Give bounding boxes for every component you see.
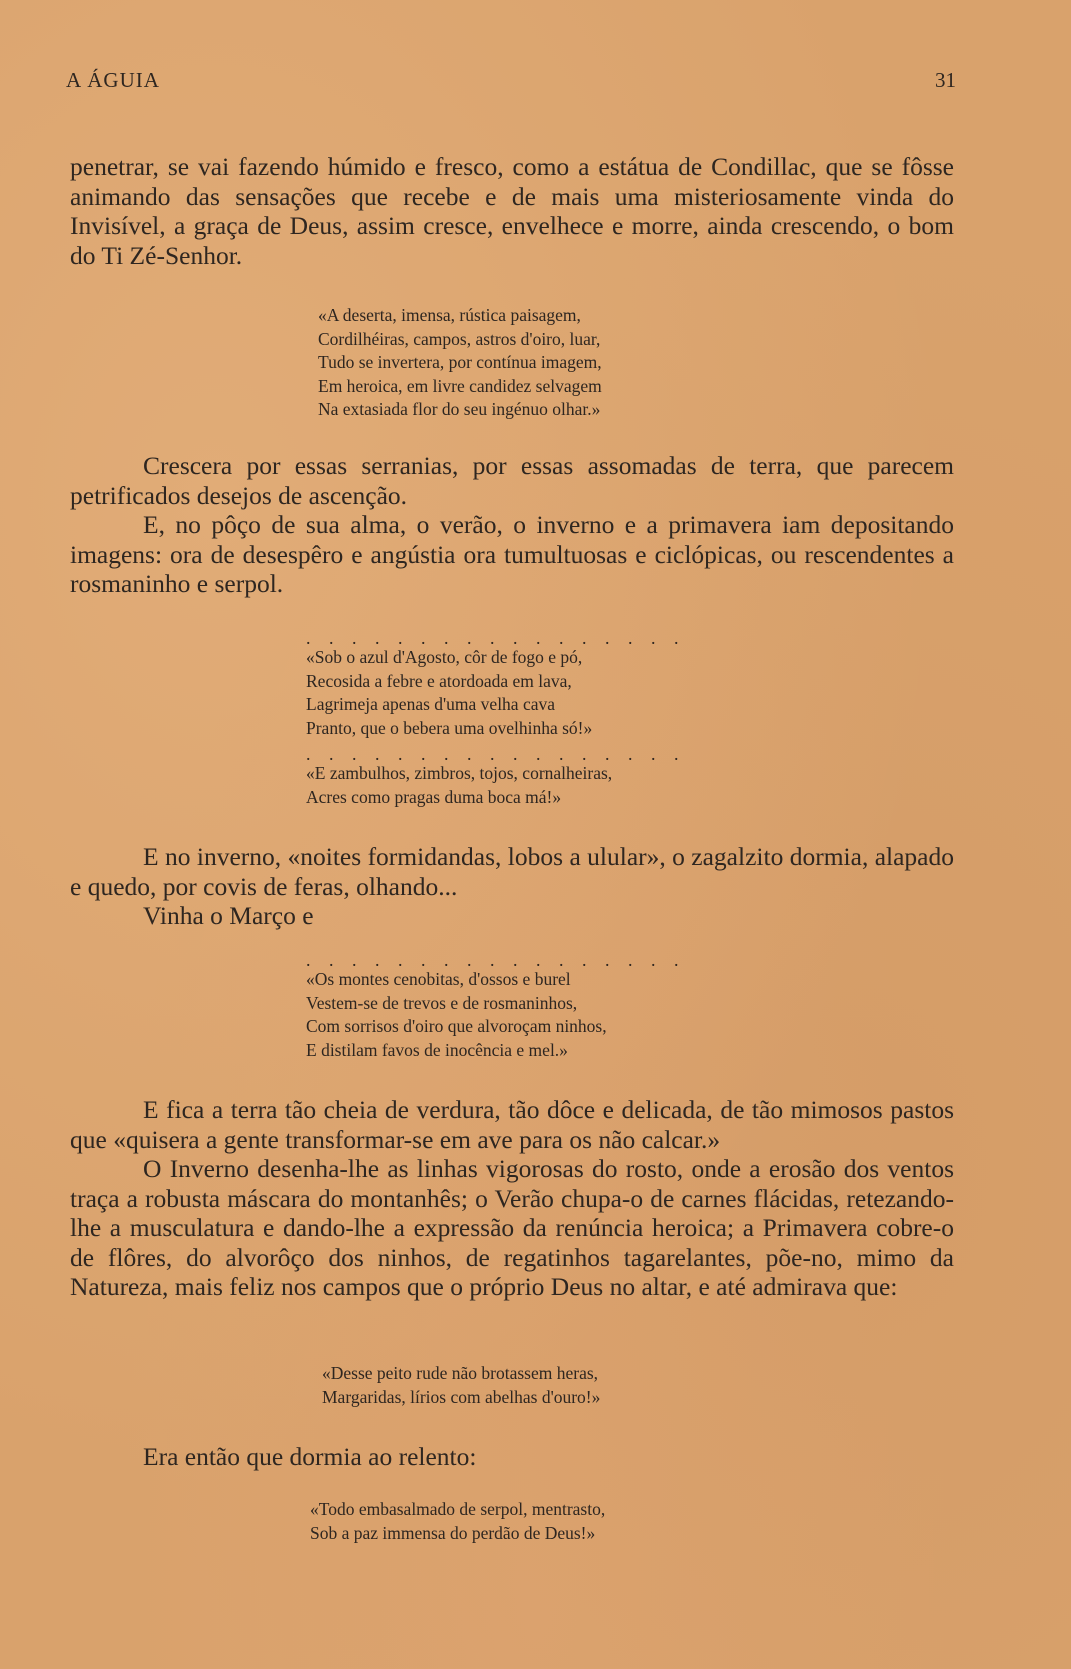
verse-line: Margaridas, lírios com abelhas d'ouro!» (322, 1386, 601, 1407)
ellipsis-dots: . . . . . . . . . . . . . . . . . (306, 744, 686, 764)
paragraph-2 (70, 451, 954, 599)
verse-line: Em heroica, em livre candidez selvagem (318, 375, 602, 396)
paragraph-text: O Inverno desenha-lhe as linhas vigorosas do rosto, onde a erosão dos ventos traça a robusta máscara do montanhês; o Verão chupa-o de carnes flácidas, retezando-lhe a musculatura e dando-lhe a expressão da renúncia heroica; a Primavera cobre-o de flôres, do alvorôço dos ninhos, de regatinhos tagarelantes, põe-no, mimo da Natureza, mais feliz nos campos que o próprio Deus no altar, e até admirava que: (70, 1154, 954, 1301)
verse-quote-5 (310, 1498, 605, 1545)
verse-line: Acres como pragas duma boca má!» (306, 786, 562, 807)
paragraph-text: Vinha o Março e (143, 901, 314, 930)
verse-line: Tudo se invertera, por contínua imagem, (318, 352, 602, 372)
ellipsis-dots: . . . . . . . . . . . . . . . . . (306, 950, 686, 970)
verse-line: «Desse peito rude não brotassem heras, (322, 1363, 599, 1383)
verse-line: Recosida a febre e atordoada em lava, (306, 670, 572, 691)
paragraph-1 (70, 152, 954, 270)
paragraph-text: E fica a terra tão cheia de verdura, tão dôce e delicada, de tão mimosos pastos que «quisera a gente transformar-se em ave para os não calcar.» (70, 1095, 954, 1154)
verse-line: E distilam favos de inocência e mel.» (306, 1039, 568, 1060)
verse-line: Cordilhéiras, campos, astros d'oiro, luar, (318, 328, 601, 349)
verse-line: «Sob o azul d'Agosto, côr de fogo e pó, (306, 647, 583, 667)
verse-line: «Os montes cenobitas, d'ossos e burel (306, 969, 571, 989)
verse-line: «A deserta, imensa, rústica paisagem, (318, 305, 581, 325)
verse-line: Com sorrisos d'oiro que alvoroçam ninhos, (306, 1016, 607, 1036)
verse-quote-2 (306, 630, 686, 809)
page-number: 31 (935, 68, 956, 92)
verse-line: Vestem-se de trevos e de rosmaninhos, (306, 992, 578, 1013)
paragraph-5 (70, 1442, 954, 1472)
verse-line: Na extasiada flor do seu ingénuo olhar.» (318, 399, 601, 419)
verse-line: Sob a paz immensa do perdão de Deus!» (310, 1522, 596, 1543)
paragraph-text: E, no pôço de sua alma, o verão, o inverno e a primavera iam depositando imagens: ora de desespêro e angústia ora tumultuosas e ciclópicas, ou rescendentes a rosmaninho e serpol. (70, 510, 954, 598)
paragraph-text: Era então que dormia ao relento: (143, 1442, 477, 1471)
paragraph-4 (70, 1095, 954, 1302)
verse-line: «Todo embasalmado de serpol, mentrasto, (310, 1499, 606, 1519)
verse-line: «E zambulhos, zimbros, tojos, cornalheiras, (306, 763, 613, 783)
verse-quote-3 (306, 952, 686, 1062)
paragraph-text: E no inverno, «noites formidandas, lobos a ulular», o zagalzito dormia, alapado e quedo, por covis de feras, olhando... (70, 842, 954, 901)
paragraph-3 (70, 842, 954, 931)
ellipsis-dots: . . . . . . . . . . . . . . . . . (306, 628, 686, 648)
journal-title: A ÁGUIA (66, 68, 160, 92)
paragraph-text: Crescera por essas serranias, por essas assomadas de terra, que parecem petrificados desejos de ascenção. (70, 451, 954, 510)
running-head (66, 68, 956, 96)
paragraph-text: penetrar, se vai fazendo húmido e fresco, como a estátua de Condillac, que se fôsse animando das sensações que recebe e de mais uma misteriosamente vinda do Invisível, a graça de Deus, assim cresce, envelhece e morre, ainda crescendo, o bom do Ti Zé-Senhor. (70, 152, 954, 270)
verse-quote-4 (322, 1362, 600, 1409)
verse-line: Lagrimeja apenas d'uma velha cava (306, 694, 555, 714)
verse-quote-1 (318, 304, 602, 422)
verse-line: Pranto, que o bebera uma ovelhinha só!» (306, 717, 593, 738)
